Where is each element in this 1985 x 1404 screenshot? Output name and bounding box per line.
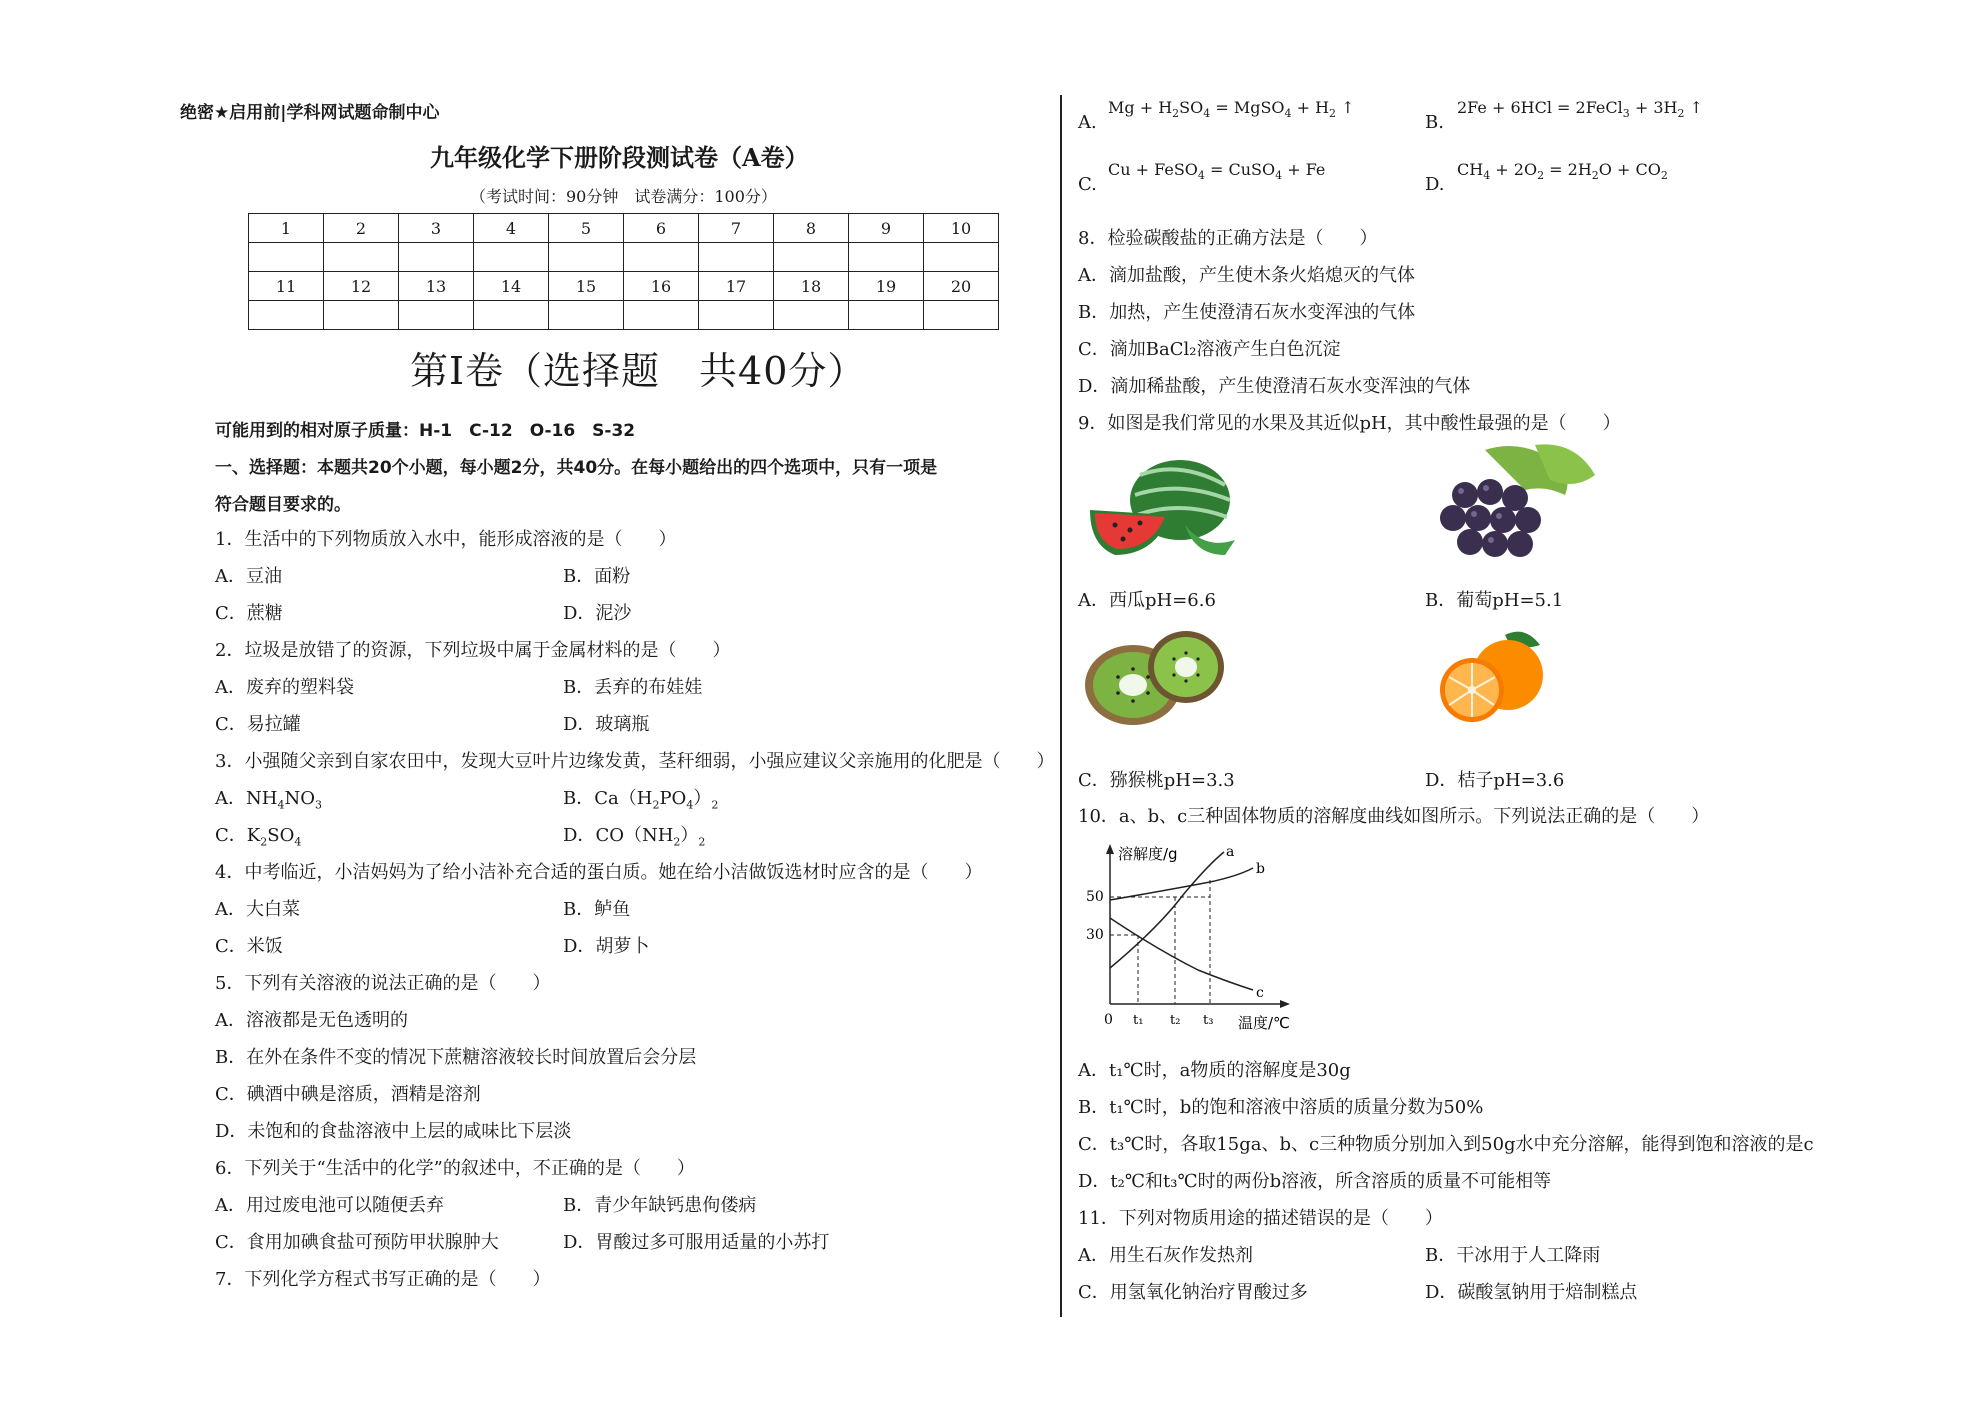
answer-cell[interactable] — [924, 243, 999, 272]
answer-row-blank-2 — [249, 301, 999, 330]
answer-cell[interactable] — [699, 301, 774, 330]
option-prefix: A． — [215, 788, 246, 809]
cell: 16 — [624, 272, 699, 301]
cell: 4 — [474, 214, 549, 243]
curve-c-label: c — [1256, 985, 1264, 1001]
q5-option-a[interactable]: A．溶液都是无色透明的 — [215, 1010, 408, 1031]
q7-option-c-equation: Cu + FeSO$_4$ = CuSO$_4$ + Fe — [1108, 160, 1326, 183]
q1-stem: 1．生活中的下列物质放入水中，能形成溶液的是（ ） — [215, 529, 677, 550]
answer-cell[interactable] — [249, 301, 324, 330]
q3-option-d[interactable]: D．$CO(NH_2)_2$ — [563, 825, 706, 849]
q5-stem: 5．下列有关溶液的说法正确的是（ ） — [215, 973, 551, 994]
x-axis-arrow — [1280, 1000, 1290, 1008]
q6-option-b[interactable]: B．青少年缺钙患佝偻病 — [563, 1195, 757, 1216]
q5-option-d[interactable]: D．未饱和的食盐溶液中上层的咸味比下层淡 — [215, 1121, 572, 1142]
cell: 8 — [774, 214, 849, 243]
q8-option-b[interactable]: B．加热，产生使澄清石灰水变浑浊的气体 — [1078, 302, 1416, 323]
x-tick-t1: t₁ — [1133, 1013, 1144, 1028]
answer-cell[interactable] — [249, 243, 324, 272]
cell: 20 — [924, 272, 999, 301]
q8-option-a[interactable]: A．滴加盐酸，产生使木条火焰熄灭的气体 — [1078, 265, 1415, 286]
cell: 1 — [249, 214, 324, 243]
exam-subtitle: （考试时间：90分钟 试卷满分：100分） — [470, 187, 777, 206]
q10-option-a[interactable]: A．t₁℃时，a物质的溶解度是30g — [1078, 1060, 1351, 1081]
cell: 5 — [549, 214, 624, 243]
answer-cell[interactable] — [774, 301, 849, 330]
curve-b — [1110, 868, 1253, 900]
y-tick-50: 50 — [1086, 889, 1104, 905]
cell: 2 — [324, 214, 399, 243]
answer-cell[interactable] — [774, 243, 849, 272]
q6-option-a[interactable]: A．用过废电池可以随便丢弃 — [215, 1195, 444, 1216]
guide-lines — [1110, 880, 1210, 1004]
answer-cell[interactable] — [474, 301, 549, 330]
cell: 9 — [849, 214, 924, 243]
q7-option-b-label[interactable]: B. — [1425, 112, 1444, 133]
watermelon-image — [1085, 455, 1245, 565]
answer-cell[interactable] — [624, 243, 699, 272]
atomic-mass-note: 可能用到的相对原子质量：H-1 C-12 O-16 S-32 — [215, 421, 636, 441]
instructions-line2: 符合题目要求的。 — [215, 495, 351, 515]
q1-option-c[interactable]: C．蔗糖 — [215, 603, 283, 624]
option-prefix: B． — [563, 788, 595, 809]
solubility-graph — [1078, 840, 1318, 1035]
q4-option-b[interactable]: B．鲈鱼 — [563, 899, 631, 920]
grapes-image — [1425, 440, 1600, 565]
q2-option-a[interactable]: A．废弃的塑料袋 — [215, 677, 354, 698]
q9-option-a[interactable]: A．西瓜pH=6.6 — [1078, 590, 1216, 611]
q7-option-a-label[interactable]: A. — [1078, 112, 1097, 133]
cell: 17 — [699, 272, 774, 301]
part-title: 第Ⅰ卷（选择题 共40分） — [410, 349, 867, 393]
q3-stem: 3．小强随父亲到自家农田中，发现大豆叶片边缘发黄，茎秆细弱，小强应建议父亲施用的化肥是（ ） — [215, 751, 1055, 772]
answer-cell[interactable] — [324, 243, 399, 272]
q7-option-b-equation: 2Fe + 6HCl = 2FeCl$_3$ + $3H_2$ ↑ — [1457, 98, 1703, 121]
cell: 14 — [474, 272, 549, 301]
q4-option-d[interactable]: D．胡萝卜 — [563, 936, 650, 957]
cell: 19 — [849, 272, 924, 301]
x-tick-t2: t₂ — [1170, 1013, 1181, 1028]
q5-option-b[interactable]: B．在外在条件不变的情况下蔗糖溶液较长时间放置后会分层 — [215, 1047, 697, 1068]
cell: 6 — [624, 214, 699, 243]
exam-title: 九年级化学下册阶段测试卷（A卷） — [430, 143, 809, 172]
answer-row-numbers-1 — [249, 214, 999, 243]
curve-b-label: b — [1256, 861, 1265, 877]
q10-option-d[interactable]: D．t₂℃和t₃℃时的两份b溶液，所含溶质的质量不可能相等 — [1078, 1171, 1552, 1192]
q2-option-c[interactable]: C．易拉罐 — [215, 714, 301, 735]
q11-stem: 11．下列对物质用途的描述错误的是（ ） — [1078, 1208, 1443, 1229]
y-tick-30: 30 — [1086, 927, 1104, 943]
q1-option-b[interactable]: B．面粉 — [563, 566, 631, 587]
answer-cell[interactable] — [549, 243, 624, 272]
instructions-line1: 一、选择题：本题共20个小题，每小题2分，共40分。在每小题给出的四个选项中，只有一项是 — [215, 458, 938, 478]
q9-stem: 9．如图是我们常见的水果及其近似pH，其中酸性最强的是（ ） — [1078, 413, 1621, 434]
q4-option-a[interactable]: A．大白菜 — [215, 899, 300, 920]
q11-option-b[interactable]: B．干冰用于人工降雨 — [1425, 1245, 1601, 1266]
answer-cell[interactable] — [699, 243, 774, 272]
q8-option-c[interactable]: C．滴加BaCl₂溶液产生白色沉淀 — [1078, 339, 1341, 360]
q3-option-a[interactable]: A．$NH_4NO_3$ — [215, 788, 322, 812]
q1-option-d[interactable]: D．泥沙 — [563, 603, 632, 624]
answer-cell[interactable] — [324, 301, 399, 330]
q5-option-c[interactable]: C．碘酒中碘是溶质，酒精是溶剂 — [215, 1084, 481, 1105]
cell: 10 — [924, 214, 999, 243]
answer-row-numbers-2 — [249, 272, 999, 301]
answer-cell[interactable] — [849, 301, 924, 330]
q10-option-c[interactable]: C．t₃℃时，各取15ga、b、c三种物质分别加入到50g水中充分溶解，能得到饱和溶液的是c — [1078, 1134, 1814, 1155]
q2-stem: 2．垃圾是放错了的资源，下列垃圾中属于金属材料的是（ ） — [215, 640, 731, 661]
cell: 11 — [249, 272, 324, 301]
q7-option-c-label[interactable]: C. — [1078, 174, 1097, 195]
q2-option-d[interactable]: D．玻璃瓶 — [563, 714, 650, 735]
q8-stem: 8．检验碳酸盐的正确方法是（ ） — [1078, 228, 1378, 249]
q8-option-d[interactable]: D．滴加稀盐酸，产生使澄清石灰水变浑浊的气体 — [1078, 376, 1471, 397]
answer-cell[interactable] — [549, 301, 624, 330]
q7-stem: 7．下列化学方程式书写正确的是（ ） — [215, 1269, 551, 1290]
answer-cell[interactable] — [399, 243, 474, 272]
q9-option-c[interactable]: C．猕猴桃pH=3.3 — [1078, 770, 1235, 791]
option-prefix: D． — [563, 825, 596, 846]
column-divider — [1060, 95, 1062, 1317]
q2-option-b[interactable]: B．丢弃的布娃娃 — [563, 677, 703, 698]
orange-image — [1430, 625, 1560, 730]
q6-option-c[interactable]: C．食用加碘食盐可预防甲状腺肿大 — [215, 1232, 499, 1253]
q10-option-b[interactable]: B．t₁℃时，b的饱和溶液中溶质的质量分数为50% — [1078, 1097, 1484, 1118]
q7-option-d-label[interactable]: D. — [1425, 174, 1445, 195]
y-axis-arrow — [1106, 844, 1114, 854]
q7-option-a-equation: $Mg + H_2SO_4$ = MgSO$_4$ + $H_2$ ↑ — [1108, 98, 1355, 121]
q7-option-d-equation: $CH_4 + 2O_2 = 2H_2O + CO_2$ — [1457, 160, 1668, 183]
confidential-tag: 绝密★启用前|学科网试题命制中心 — [180, 103, 440, 123]
curve-a — [1110, 852, 1224, 968]
q11-option-a[interactable]: A．用生石灰作发热剂 — [1078, 1245, 1253, 1266]
answer-table — [248, 213, 999, 330]
answer-cell[interactable] — [624, 301, 699, 330]
cell: 3 — [399, 214, 474, 243]
q11-option-d[interactable]: D．碳酸氢钠用于焙制糕点 — [1425, 1282, 1638, 1303]
answer-row-blank-1 — [249, 243, 999, 272]
answer-cell[interactable] — [849, 243, 924, 272]
cell: 15 — [549, 272, 624, 301]
q9-option-d[interactable]: D．桔子pH=3.6 — [1425, 770, 1565, 791]
kiwi-image — [1078, 625, 1233, 735]
cell: 13 — [399, 272, 474, 301]
q1-option-a[interactable]: A．豆油 — [215, 566, 282, 587]
curve-a-label: a — [1226, 844, 1235, 860]
x-tick-t3: t₃ — [1203, 1013, 1214, 1028]
answer-cell[interactable] — [399, 301, 474, 330]
q9-option-b[interactable]: B．葡萄pH=5.1 — [1425, 590, 1564, 611]
origin-label: 0 — [1104, 1012, 1113, 1028]
answer-cell[interactable] — [924, 301, 999, 330]
q6-stem: 6．下列关于“生活中的化学”的叙述中，不正确的是（ ） — [215, 1158, 695, 1179]
q11-option-c[interactable]: C．用氢氧化钠治疗胃酸过多 — [1078, 1282, 1308, 1303]
q3-option-b[interactable]: B．$Ca(H_2PO_4)_2$ — [563, 788, 719, 812]
cell: 7 — [699, 214, 774, 243]
y-axis-label: 溶解度/g — [1118, 845, 1178, 863]
cell: 18 — [774, 272, 849, 301]
option-prefix: C． — [215, 825, 247, 846]
q4-option-c[interactable]: C．米饭 — [215, 936, 283, 957]
q6-option-d[interactable]: D．胃酸过多可服用适量的小苏打 — [563, 1232, 830, 1253]
cell: 12 — [324, 272, 399, 301]
q3-option-c[interactable]: C．$K_2SO_4$ — [215, 825, 302, 849]
curve-c — [1110, 918, 1253, 990]
x-axis-label: 温度/℃ — [1238, 1014, 1290, 1032]
answer-cell[interactable] — [474, 243, 549, 272]
q10-stem: 10．a、b、c三种固体物质的溶解度曲线如图所示。下列说法正确的是（ ） — [1078, 806, 1710, 827]
q4-stem: 4．中考临近，小洁妈妈为了给小洁补充合适的蛋白质。她在给小洁做饭选材时应含的是（ ） — [215, 862, 983, 883]
